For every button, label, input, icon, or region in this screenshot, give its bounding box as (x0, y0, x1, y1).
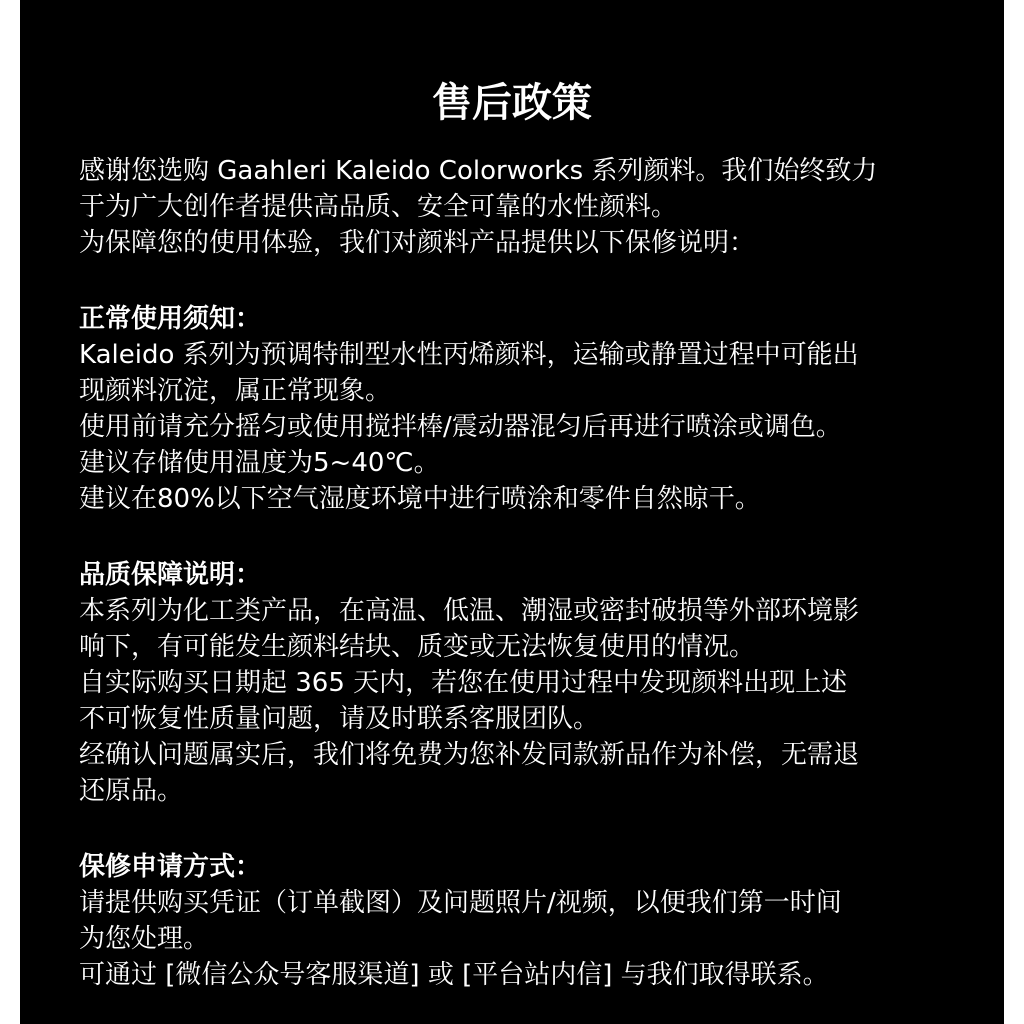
section-line: 响下，有可能发生颜料结块、质变或无法恢复使用的情况。 (79, 632, 756, 662)
page-title: 售后政策 (432, 80, 592, 126)
section-line: 建议在80%以下空气湿度环境中进行喷涂和零件自然晾干。 (79, 484, 761, 514)
section-line: 经确认问题属实后，我们将免费为您补发同款新品作为补偿，无需退 (79, 740, 860, 770)
intro-line: 于为广大创作者提供高品质、安全可靠的水性颜料。 (79, 192, 678, 222)
section-heading: 品质保障说明： (79, 560, 262, 590)
section-line: 请提供购买凭证（订单截图）及问题照片/视频，以便我们第一时间 (79, 888, 842, 918)
section-heading: 正常使用须知： (79, 304, 262, 334)
section-quality-guarantee (79, 557, 979, 809)
section-line: 使用前请充分摇匀或使用搅拌棒/震动器混匀后再进行喷涂或调色。 (79, 412, 842, 442)
section-warranty-application (79, 849, 979, 993)
section-line: 自实际购买日期起 365 天内，若您在使用过程中发现颜料出现上述 (79, 668, 848, 698)
section-line: 建议存储使用温度为5~40℃。 (79, 448, 440, 478)
section-line: 为您处理。 (79, 924, 210, 954)
section-heading: 保修申请方式： (79, 852, 262, 882)
section-gap (79, 517, 979, 557)
section-line: 还原品。 (79, 776, 184, 806)
section-line: 可通过 [微信公众号客服渠道] 或 [平台站内信] 与我们取得联系。 (79, 960, 829, 990)
section-usage-notes (79, 301, 979, 517)
policy-content (79, 153, 979, 993)
section-gap (79, 261, 979, 301)
intro-line: 感谢您选购 Gaahleri Kaleido Colorworks 系列颜料。我们始终致力 (79, 156, 878, 186)
section-gap (79, 809, 979, 849)
policy-page (20, 0, 1004, 1024)
intro-paragraph (79, 153, 979, 261)
section-line: Kaleido 系列为预调特制型水性丙烯颜料，运输或静置过程中可能出 (79, 340, 859, 370)
section-line: 本系列为化工类产品，在高温、低温、潮湿或密封破损等外部环境影 (79, 596, 860, 626)
intro-line: 为保障您的使用体验，我们对颜料产品提供以下保修说明： (79, 228, 756, 258)
section-line: 现颜料沉淀，属正常现象。 (79, 376, 392, 406)
section-line: 不可恢复性质量问题，请及时联系客服团队。 (79, 704, 600, 734)
